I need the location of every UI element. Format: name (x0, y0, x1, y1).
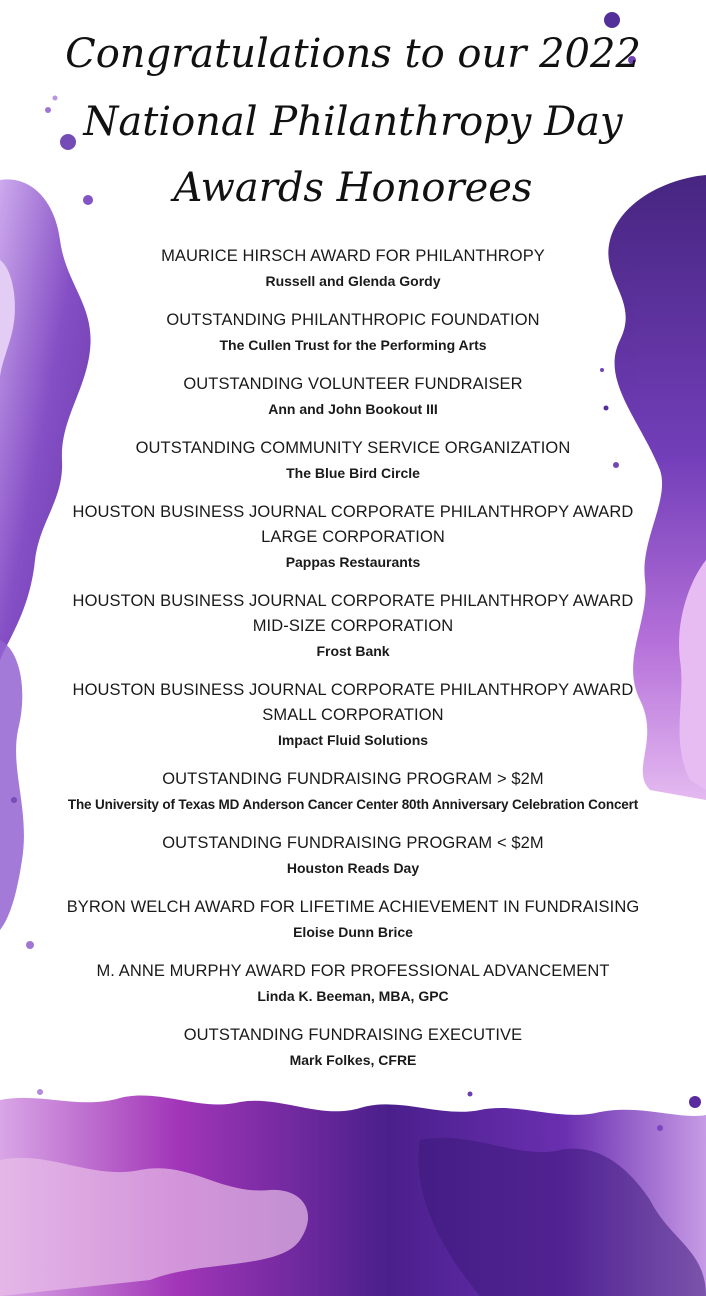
award-category: OUTSTANDING COMMUNITY SERVICE ORGANIZATION (135, 439, 571, 457)
title-line-1: Congratulations to our 2022 (65, 31, 641, 77)
title-line-3: Awards Honorees (173, 165, 533, 211)
award-fundraising-executive (0, 1023, 706, 1073)
award-category: HOUSTON BUSINESS JOURNAL CORPORATE PHILANTHROPY AWARD (72, 681, 634, 699)
award-honoree: The University of Texas MD Anderson Cancer Center 80th Anniversary Celebration Concert (67, 797, 639, 812)
award-honoree: Frost Bank (316, 643, 390, 659)
award-category: BYRON WELCH AWARD FOR LIFETIME ACHIEVEMENT IN FUNDRAISING (66, 898, 640, 916)
award-category: OUTSTANDING VOLUNTEER FUNDRAISER (183, 375, 523, 393)
award-honoree: Russell and Glenda Gordy (265, 273, 441, 289)
award-honoree: The Cullen Trust for the Performing Arts (219, 337, 487, 353)
award-category: OUTSTANDING PHILANTHROPIC FOUNDATION (166, 311, 540, 329)
award-philanthropic-foundation (0, 308, 706, 358)
award-category: M. ANNE MURPHY AWARD FOR PROFESSIONAL ADVANCEMENT (96, 962, 610, 980)
award-honoree: Eloise Dunn Brice (293, 924, 413, 940)
award-subcategory: SMALL CORPORATION (262, 706, 444, 724)
award-community-service (0, 436, 706, 486)
award-honoree: Impact Fluid Solutions (277, 732, 429, 748)
title-line-2: National Philanthropy Day (83, 99, 623, 145)
award-honoree: Houston Reads Day (286, 860, 420, 876)
award-category: OUTSTANDING FUNDRAISING PROGRAM < $2M (162, 834, 544, 852)
award-anne-murphy (0, 959, 706, 1009)
award-honoree: Pappas Restaurants (285, 554, 421, 570)
bottom-paint-splash (0, 1089, 706, 1296)
award-hbj-large (0, 500, 706, 575)
award-category: HOUSTON BUSINESS JOURNAL CORPORATE PHILANTHROPY AWARD (72, 503, 634, 521)
award-honoree: Ann and John Bookout III (268, 401, 438, 417)
award-category: MAURICE HIRSCH AWARD FOR PHILANTHROPY (161, 247, 545, 265)
award-honoree: Linda K. Beeman, MBA, GPC (257, 988, 449, 1004)
award-volunteer-fundraiser (0, 372, 706, 422)
award-byron-welch (0, 895, 706, 945)
award-honoree: Mark Folkes, CFRE (289, 1052, 417, 1068)
award-category: OUTSTANDING FUNDRAISING PROGRAM > $2M (162, 770, 544, 788)
award-category: HOUSTON BUSINESS JOURNAL CORPORATE PHILANTHROPY AWARD (72, 592, 634, 610)
award-program-under-2m (0, 831, 706, 881)
award-maurice-hirsch (0, 244, 706, 294)
award-hbj-small (0, 678, 706, 753)
award-subcategory: MID-SIZE CORPORATION (252, 617, 454, 635)
award-honoree: The Blue Bird Circle (286, 465, 420, 481)
award-hbj-midsize (0, 589, 706, 664)
award-program-over-2m (0, 767, 706, 817)
award-subcategory: LARGE CORPORATION (261, 528, 445, 546)
award-category: OUTSTANDING FUNDRAISING EXECUTIVE (183, 1026, 523, 1044)
